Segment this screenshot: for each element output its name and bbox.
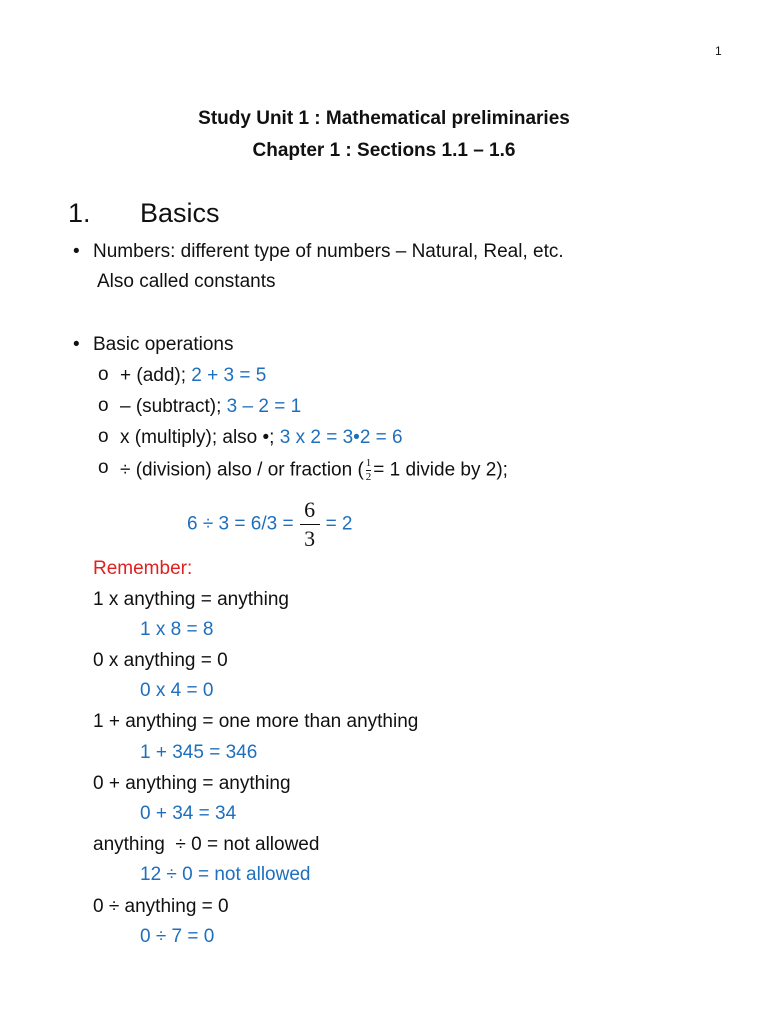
op-add [120, 365, 266, 387]
remember-label: Remember: [93, 558, 193, 579]
fraction-one-half: $\frac{1}{2}$ [365, 457, 372, 483]
op-division-text-after: = 1 divide by 2); [373, 459, 508, 481]
page-number: 1 [715, 44, 722, 58]
numbers-line-2: Also called constants [97, 271, 276, 292]
operations-label: Basic operations [93, 334, 234, 355]
section-number: 1. [68, 198, 91, 228]
document-subtitle: Chapter 1 : Sections 1.1 – 1.6 [252, 140, 516, 161]
rule-1-example: 1 x 8 = 8 [140, 619, 214, 640]
rule-6: 0 ÷ anything = 0 [93, 896, 229, 917]
fraction-six-thirds: $\frac{6}{3}$ [300, 499, 320, 550]
division-example-before: 6 ÷ 3 = 6/3 = [187, 513, 294, 535]
op-division-text: ÷ (division) also / or fraction ( [120, 459, 364, 481]
op-subtract-example: 3 – 2 = 1 [226, 396, 302, 417]
rule-5-example: 12 ÷ 0 = not allowed [140, 864, 311, 885]
op-add-example: 2 + 3 = 5 [191, 365, 267, 386]
op-division [120, 458, 508, 483]
rule-1: 1 x anything = anything [93, 589, 289, 610]
rule-5: anything ÷ 0 = not allowed [93, 834, 320, 855]
rule-4: 0 + anything = anything [93, 773, 291, 794]
rule-3-example: 1 + 345 = 346 [140, 742, 258, 763]
operations-bullet [93, 334, 233, 356]
rule-2-example: 0 x 4 = 0 [140, 680, 214, 701]
numbers-bullet [93, 241, 564, 263]
op-multiply [120, 427, 403, 449]
op-subtract-text: – (subtract); [120, 396, 227, 417]
rule-2: 0 x anything = 0 [93, 650, 228, 671]
section-heading [68, 198, 220, 229]
rule-3: 1 + anything = one more than anything [93, 711, 419, 732]
document-title: Study Unit 1 : Mathematical preliminaries [198, 108, 570, 129]
numbers-line-1: Numbers: different type of numbers – Natural, Real, etc. [93, 241, 564, 262]
rule-4-example: 0 + 34 = 34 [140, 803, 237, 824]
op-add-text: + (add); [120, 365, 192, 386]
op-multiply-example: 3 x 2 = 3•2 = 6 [279, 427, 403, 448]
op-multiply-text: x (multiply); also •; [120, 427, 280, 448]
division-example [187, 499, 353, 550]
op-subtract [120, 396, 301, 418]
rule-6-example: 0 ÷ 7 = 0 [140, 926, 215, 947]
division-example-after: = 2 [325, 513, 353, 535]
section-title: Basics [140, 198, 220, 228]
